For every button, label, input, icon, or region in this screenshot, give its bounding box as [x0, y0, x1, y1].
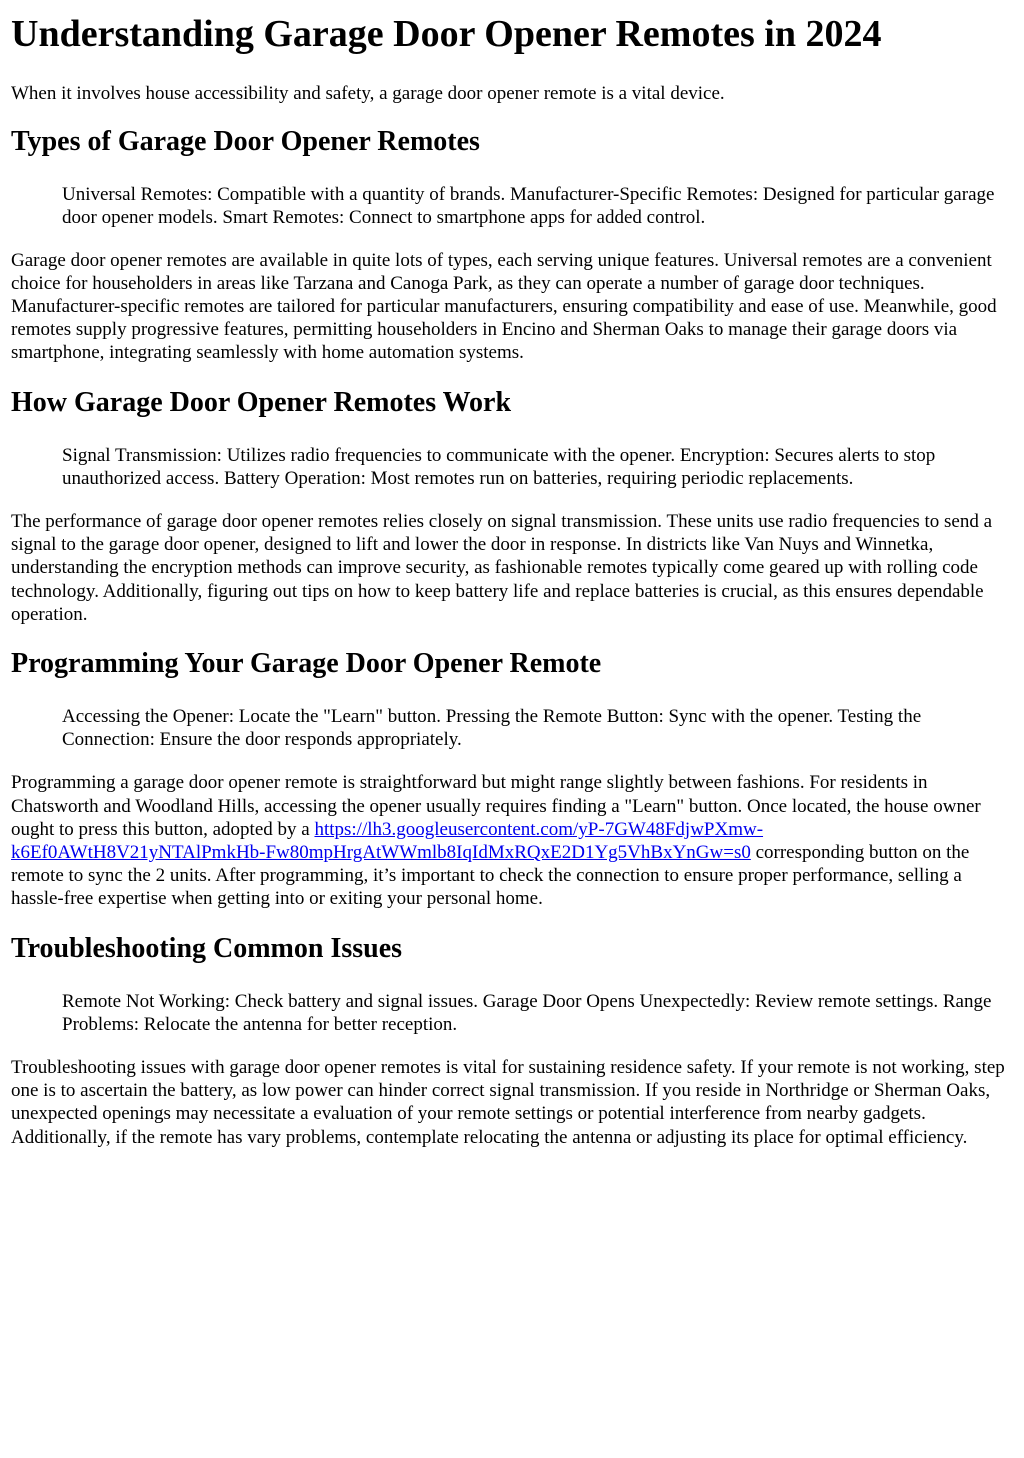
section-body-how-it-works: The performance of garage door opener remotes relies closely on signal transmission. These units use radio frequencies to send a signal to the garage door opener, designed to lift and lower the door in response. In districts like Van Nuys and Winnetka, understanding the encryption methods can improve security, as fashionable remotes typically come geared up with rolling code technology. Additionally, figuring out tips on how to keep battery life and replace batteries is crucial, as this ensures dependable operation.: [11, 511, 992, 625]
section-body-programming: [11, 771, 1014, 910]
section-heading-how-it-works: How Garage Door Opener Remotes Work: [11, 386, 512, 418]
body-text-before-link: Programming a garage door opener remote is straightforward but might range slightly between fashions. For residents in Chatsworth and Woodland Hills, accessing the opener usually requires finding a "Learn" button. Once located, the house owner ought to press this button, adopted by a: [11, 772, 981, 840]
intro-paragraph: When it involves house accessibility and safety, a garage door opener remote is a vital device.: [11, 83, 725, 104]
section-body-types: Garage door opener remotes are available in quite lots of types, each serving unique features. Universal remotes are a convenient choice for householders in areas like Tarzana and Canoga Park, as they can operate a number of garage door techniques. Manufacturer-specific remotes are tailored for particular manufacturers, ensuring compatibility and ease of use. Meanwhile, good remotes supply progressive features, permitting householders in Encino and Sherman Oaks to manage their garage doors via smartphone, integrating seamlessly with home automation systems.: [11, 249, 997, 364]
section-summary-how-it-works: Signal Transmission: Utilizes radio frequencies to communicate with the opener. Encryption: Secures alerts to stop unauthorized access. Battery Operation: Most remotes run on batteries, requiring periodic replacements.: [62, 444, 936, 489]
section-heading-programming: Programming Your Garage Door Opener Remote: [11, 648, 602, 680]
section-summary-programming: Accessing the Opener: Locate the "Learn" button. Pressing the Remote Button: Sync with the opener. Testing the Connection: Ensure the door responds appropriately.: [62, 706, 922, 751]
section-body-troubleshooting: Troubleshooting issues with garage door opener remotes is vital for sustaining residence safety. If your remote is not working, step one is to ascertain the battery, as low power can hinder correct signal transmission. If you reside in Northridge or Sherman Oaks, unexpected openings may necessitate a evaluation of your remote settings or potential interference from nearby gadgets. Additionally, if the remote has vary problems, contemplate relocating the antenna or adjusting its place for optimal efficiency.: [11, 1057, 1005, 1148]
article: [0, 12, 1024, 1149]
section-summary-types: Universal Remotes: Compatible with a quantity of brands. Manufacturer-Specific Remotes: Designed for particular garage door opener models. Smart Remotes: Connect to smartphone apps for added control.: [62, 184, 995, 229]
body-text-after-link: corresponding button on the remote to sync the 2 units. After programming, it’s important to check the connection to ensure proper performance, selling a hassle-free expertise when getting into or exiting your personal home.: [11, 842, 970, 910]
section-heading-types: Types of Garage Door Opener Remotes: [11, 126, 480, 158]
page-title: Understanding Garage Door Opener Remotes in 2024: [11, 13, 882, 55]
image-link[interactable]: https://lh3.googleusercontent.com/yP-7GW48FdjwPXmw-k6Ef0AWtH8V21yNTAlPmkHb-Fw80mpHrgAtWWmlb8IqIdMxRQxE2D1Yg5VhBxYnGw=s0: [11, 818, 764, 864]
section-summary-troubleshooting: Remote Not Working: Check battery and signal issues. Garage Door Opens Unexpectedly: Review remote settings. Range Problems: Relocate the antenna for better reception.: [62, 990, 992, 1035]
section-heading-troubleshooting: Troubleshooting Common Issues: [11, 932, 403, 964]
